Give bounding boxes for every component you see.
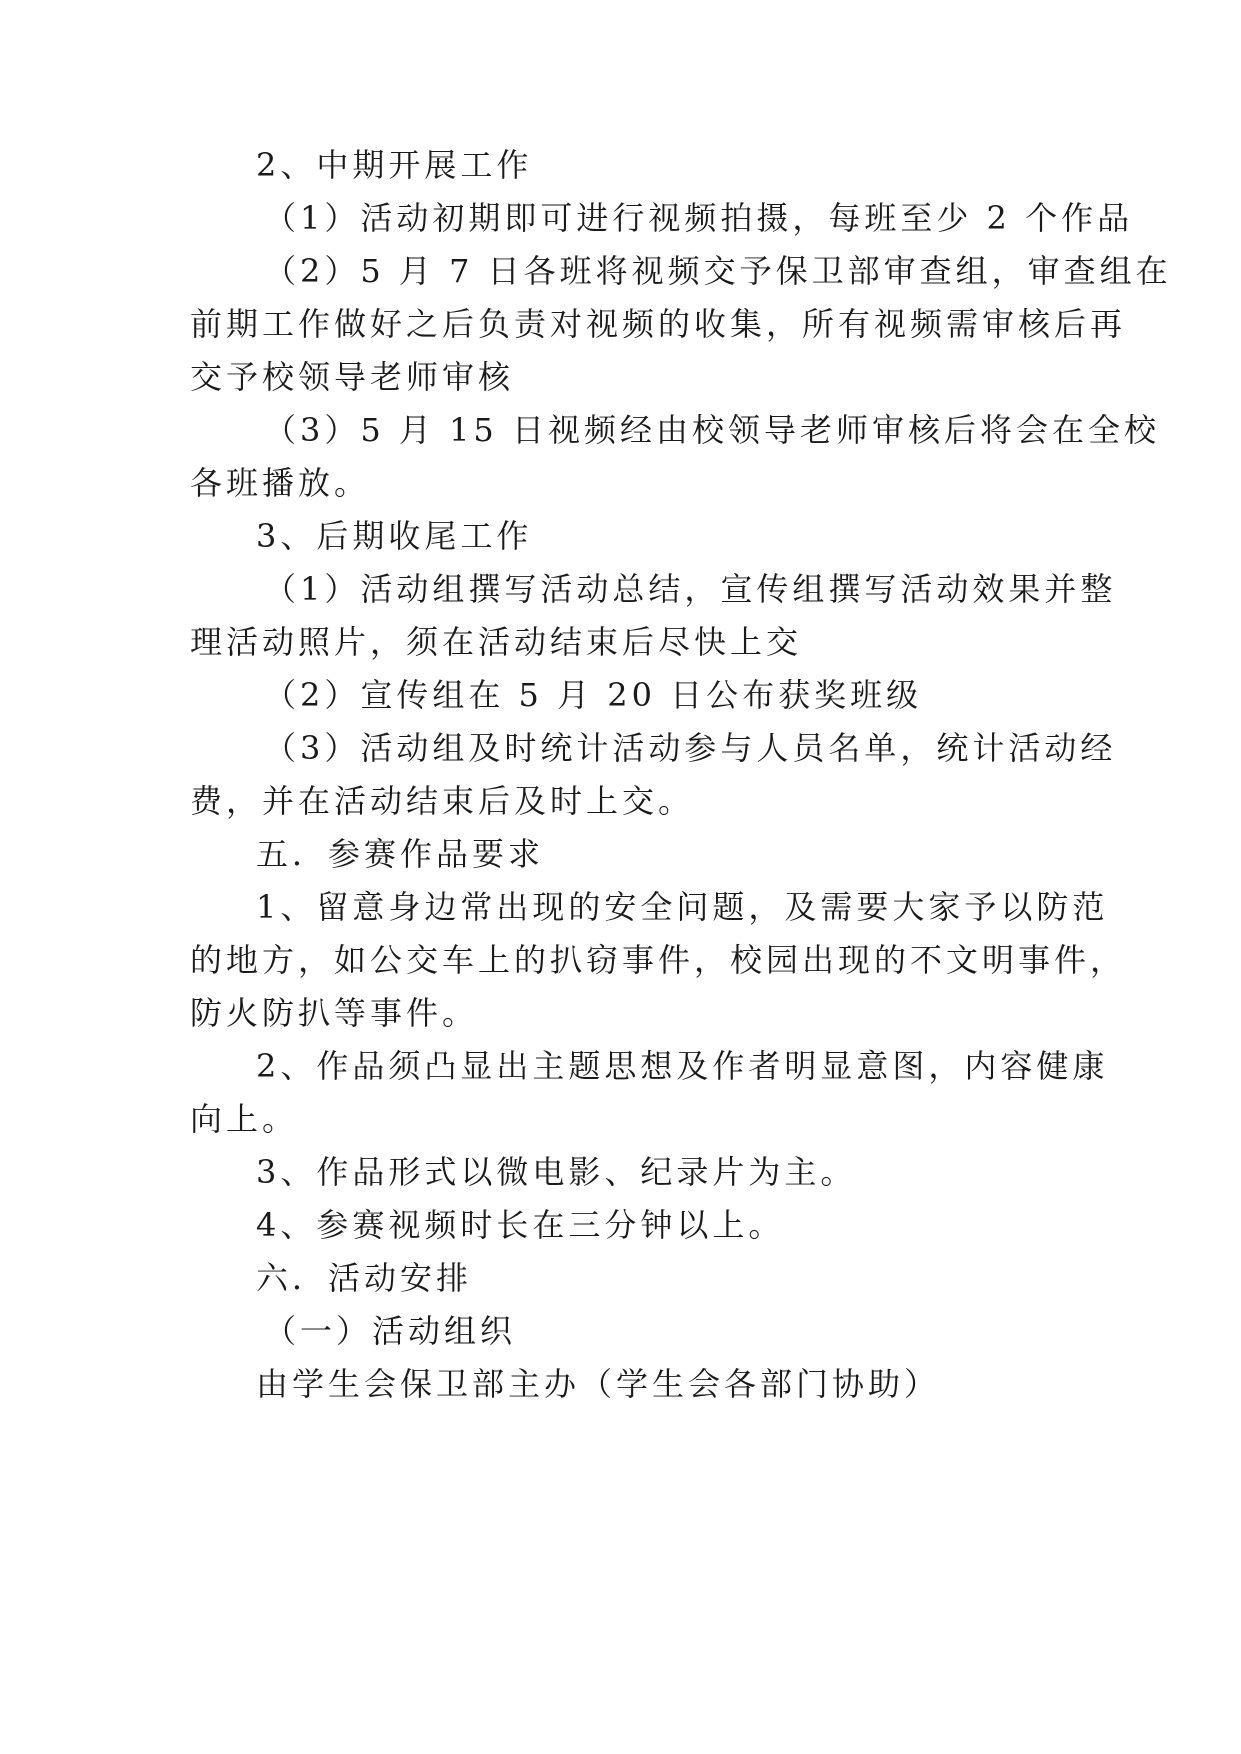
section-heading: 六．活动安排	[256, 1259, 473, 1297]
list-item: 2、作品须凸显出主题思想及作者明显意图，内容健康	[256, 1047, 1109, 1085]
paragraph-line: 由学生会保卫部主办（学生会各部门协助）	[256, 1365, 941, 1403]
list-item: （1）活动初期即可进行视频拍摄，每班至少 2 个作品	[264, 199, 1134, 237]
list-item: （2）宣传组在 5 月 20 日公布获奖班级	[264, 676, 923, 714]
section-heading: 2、中期开展工作	[256, 146, 533, 184]
list-item: （3）活动组及时统计活动参与人员名单，统计活动经	[264, 729, 1117, 767]
paragraph-line: 各班播放。	[190, 464, 371, 502]
paragraph-line: 理活动照片，须在活动结束后尽快上交	[190, 623, 803, 661]
list-item: 4、参赛视频时长在三分钟以上。	[256, 1206, 785, 1244]
paragraph-line: 向上。	[190, 1100, 299, 1138]
list-item: 1、留意身边常出现的安全问题，及需要大家予以防范	[256, 888, 1109, 926]
paragraph-line: 交予校领导老师审核	[190, 358, 515, 396]
paragraph-line: 防火防扒等事件。	[190, 994, 479, 1032]
list-item: （3）5 月 15 日视频经由校领导老师审核后将会在全校	[264, 411, 1160, 449]
section-heading: 3、后期收尾工作	[256, 517, 533, 555]
list-item: （1）活动组撰写活动总结，宣传组撰写活动效果并整	[264, 570, 1117, 608]
subsection-heading: （一）活动组织	[264, 1312, 517, 1350]
list-item: 3、作品形式以微电影、纪录片为主。	[256, 1153, 857, 1191]
section-heading: 五．参赛作品要求	[256, 835, 545, 873]
list-item: （2）5 月 7 日各班将视频交予保卫部审查组，审查组在	[264, 252, 1172, 290]
paragraph-line: 前期工作做好之后负责对视频的收集，所有视频需审核后再	[190, 305, 1127, 343]
paragraph-line: 费，并在活动结束后及时上交。	[190, 782, 695, 820]
paragraph-line: 的地方，如公交车上的扒窃事件，校园出现的不文明事件，	[190, 941, 1127, 979]
